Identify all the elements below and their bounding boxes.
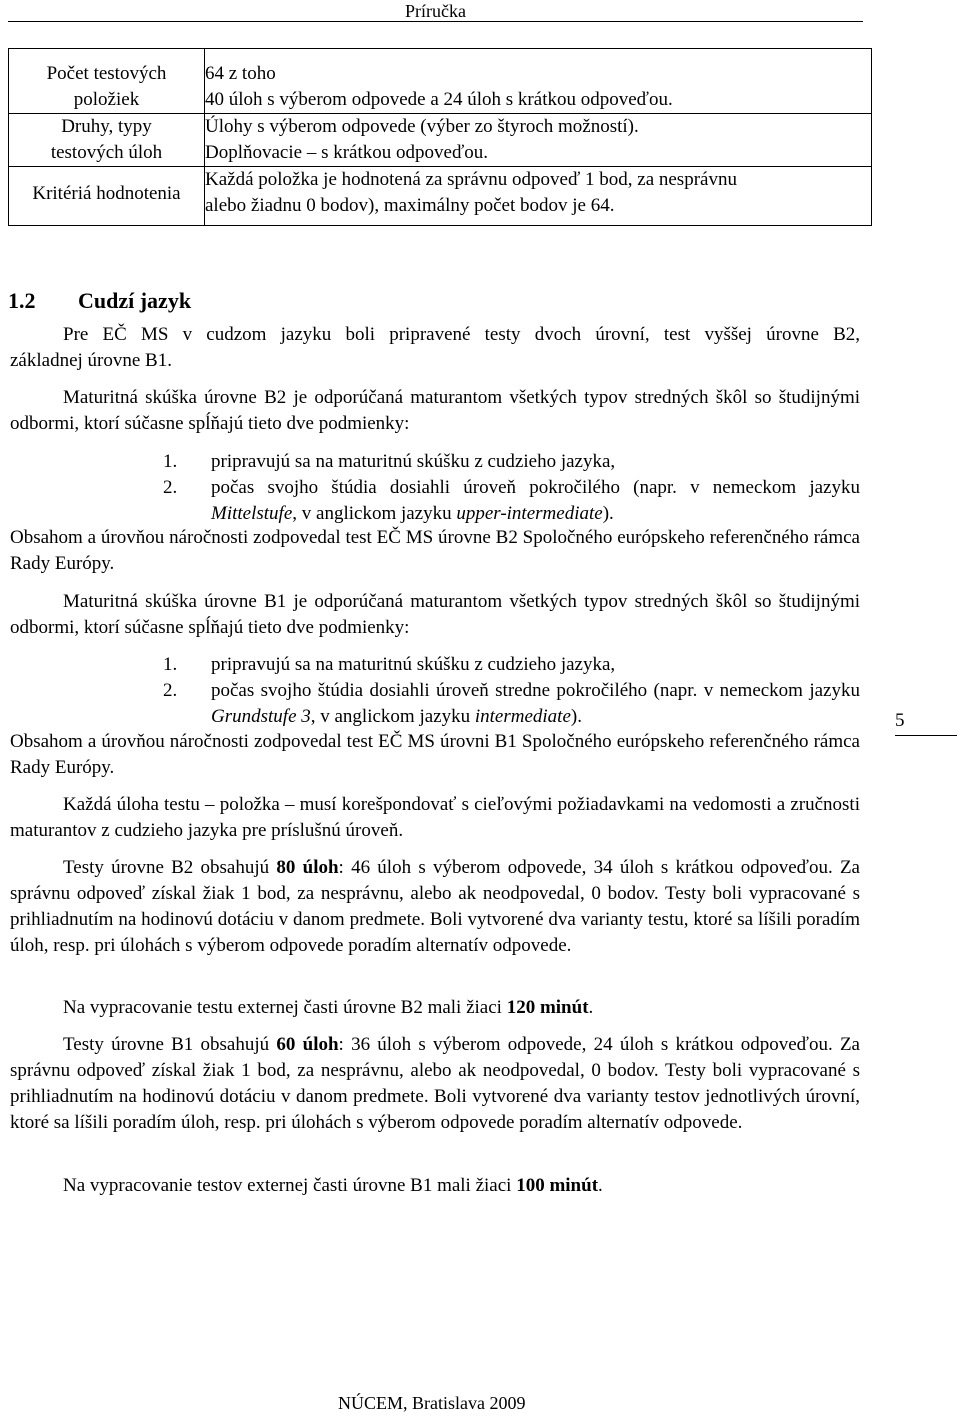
list-item: [163, 449, 860, 475]
list-number: 1.: [163, 654, 178, 675]
header-rule: [8, 21, 863, 22]
b1-time-value: 100 minút: [516, 1175, 599, 1196]
intro-line-2: základnej úrovne B1.: [10, 350, 172, 371]
label-line: testových úloh: [50, 142, 163, 163]
table-row: [9, 167, 872, 226]
b1-intro-text: Maturitná skúška úrovne B1 je odporúčaná maturantom všetkých typov stredných škôl so študijnými odbormi, ktorí súčasne spĺňajú tieto dve podmienky:: [10, 591, 860, 638]
row-value: [205, 167, 872, 226]
b2-time-value: 120 minút: [506, 997, 589, 1018]
value-line: Doplňovacie – s krátkou odpoveďou.: [205, 142, 488, 163]
list-item: [163, 475, 860, 527]
row-value: [205, 49, 872, 114]
b1-intro-paragraph: [10, 589, 860, 641]
b1-conditions-list: [163, 652, 860, 730]
list-text: [211, 475, 860, 527]
section-number: 1.2: [8, 288, 36, 313]
list-text: [211, 678, 860, 730]
row-label: [9, 49, 205, 114]
b2-content-paragraph: [10, 525, 860, 577]
b2-time-paragraph: [10, 995, 860, 1021]
b2-intro-text: Maturitná skúška úrovne B2 je odporúčaná maturantom všetkých typov stredných škôl so študijnými odbormi, ktorí súčasne spĺňajú tieto dve podmienky:: [10, 387, 860, 434]
value-line: Úlohy s výberom odpovede (výber zo štyroch možností).: [205, 116, 639, 137]
b2-item-count: 80 úloh: [276, 857, 339, 878]
b2-time-text: [10, 995, 860, 1021]
row-value: [205, 114, 872, 167]
label-line: Počet testových: [46, 63, 167, 84]
list-number: 2.: [163, 477, 178, 498]
text-part: .: [598, 1175, 603, 1196]
b1-content-text: Obsahom a úrovňou náročnosti zodpovedal test EČ MS úrovni B1 Spoločného európskeho referenčného rámca Rady Európy.: [10, 731, 860, 778]
text-part: Testy úrovne B2 obsahujú: [63, 857, 277, 878]
b2-content-text: Obsahom a úrovňou náročnosti zodpovedal test EČ MS úrovne B2 Spoločného európskeho referenčného rámca Rady Európy.: [10, 527, 860, 574]
list-item: [163, 652, 860, 678]
intro-line-1: Pre EČ MS v cudzom jazyku boli pripravené testy dvoch úrovní, test vyššej úrovne B2,: [63, 324, 860, 345]
page-header-title: Príručka: [405, 1, 466, 21]
b2-tests-paragraph: [10, 855, 860, 959]
row-label: [9, 167, 205, 226]
list-text: pripravujú sa na maturitnú skúšku z cudzieho jazyka,: [211, 654, 616, 675]
text-part: .: [588, 997, 594, 1018]
page-number-rule: [895, 735, 957, 736]
text-part: : 36 úloh s výberom odpovede, 24 úloh s krátkou odpoveďou. Za správnu odpoveď získal žiak 1 bod, za nesprávnu, alebo ak neodpovedal, 0 bodov. Testy boli vypracované s prihliadnutím na hodinovú dotáciu v danom predmete. Boli vytvorené dva varianty testov jednotlivých úrovní, ktoré sa líšili poradím úloh, resp. pri úlohách s výberom odpovede poradím alternatív odpovede.: [10, 1034, 860, 1133]
each-item-paragraph: [10, 792, 860, 844]
label-line: položiek: [73, 89, 140, 110]
list-text: pripravujú sa na maturitnú skúšku z cudzieho jazyka,: [211, 451, 616, 472]
text-part: Testy úrovne B1 obsahujú: [63, 1034, 277, 1055]
list-text-part: ).: [570, 706, 582, 727]
list-text-italic: Grundstufe 3: [211, 706, 311, 727]
list-number: 2.: [163, 680, 178, 701]
list-text-part: počas svojho štúdia dosiahli úroveň stredne pokročilého (napr. v nemeckom jazyku: [211, 680, 860, 701]
section-title: Cudzí jazyk: [78, 288, 192, 313]
text-part: : 46 úloh s výberom odpovede, 34 úloh s krátkou odpoveďou. Za správnu odpoveď získal žiak 1 bod, za nesprávnu, alebo ak neodpovedal, 0 bodov. Testy boli vypracované s prihliadnutím na hodinovú dotáciu v danom predmete. Boli vytvorené dva varianty testu, ktoré sa líšili poradím úloh, resp. pri úlohách s výberom odpovede poradím alternatív odpovede.: [10, 857, 860, 956]
b2-conditions-list: [163, 449, 860, 527]
b1-content-paragraph: [10, 729, 860, 781]
page-footer: NÚCEM, Bratislava 2009: [338, 1393, 526, 1413]
b1-tests-text: [10, 1032, 860, 1136]
b2-intro-paragraph: [10, 385, 860, 437]
page-number: 5: [895, 710, 905, 731]
b1-item-count: 60 úloh: [276, 1034, 339, 1055]
row-label: [9, 114, 205, 167]
section-heading: [8, 286, 191, 316]
list-text-italic: upper-intermediate: [456, 503, 603, 524]
b1-time-text: [10, 1173, 860, 1199]
list-text-italic: intermediate: [474, 706, 571, 727]
text-part: Na vypracovanie testu externej časti úrovne B2 mali žiaci: [63, 997, 507, 1018]
label-line: Kritériá hodnotenia: [32, 183, 181, 204]
list-text-part: , v anglickom jazyku: [310, 706, 475, 727]
table-row: [9, 49, 872, 114]
list-item: [163, 678, 860, 730]
value-line: 64 z toho: [205, 63, 276, 84]
list-text-italic: Mittelstufe: [211, 503, 293, 524]
table-row: [9, 114, 872, 167]
list-text-part: ).: [602, 503, 614, 524]
each-item-text: Každá úloha testu – položka – musí korešpondovať s cieľovými požiadavkami na vedomosti a zručnosti maturantov z cudzieho jazyka pre príslušnú úroveň.: [10, 794, 860, 841]
list-text-part: , v anglickom jazyku: [292, 503, 457, 524]
list-text-part: počas svojho štúdia dosiahli úroveň pokročilého (napr. v nemeckom jazyku: [211, 477, 860, 498]
text-part: Na vypracovanie testov externej časti úrovne B1 mali žiaci: [63, 1175, 517, 1196]
b1-time-paragraph: [10, 1173, 860, 1199]
label-line: Druhy, typy: [61, 116, 152, 137]
list-number: 1.: [163, 451, 178, 472]
value-line: alebo žiadnu 0 bodov), maximálny počet bodov je 64.: [205, 195, 615, 216]
value-line: 40 úloh s výberom odpovede a 24 úloh s krátkou odpoveďou.: [205, 89, 673, 110]
value-line: Každá položka je hodnotená za správnu odpoveď 1 bod, za nesprávnu: [205, 169, 737, 190]
test-info-table: [8, 48, 872, 226]
b2-tests-text: [10, 855, 860, 959]
intro-paragraph: [10, 322, 860, 374]
b1-tests-paragraph: [10, 1032, 860, 1136]
